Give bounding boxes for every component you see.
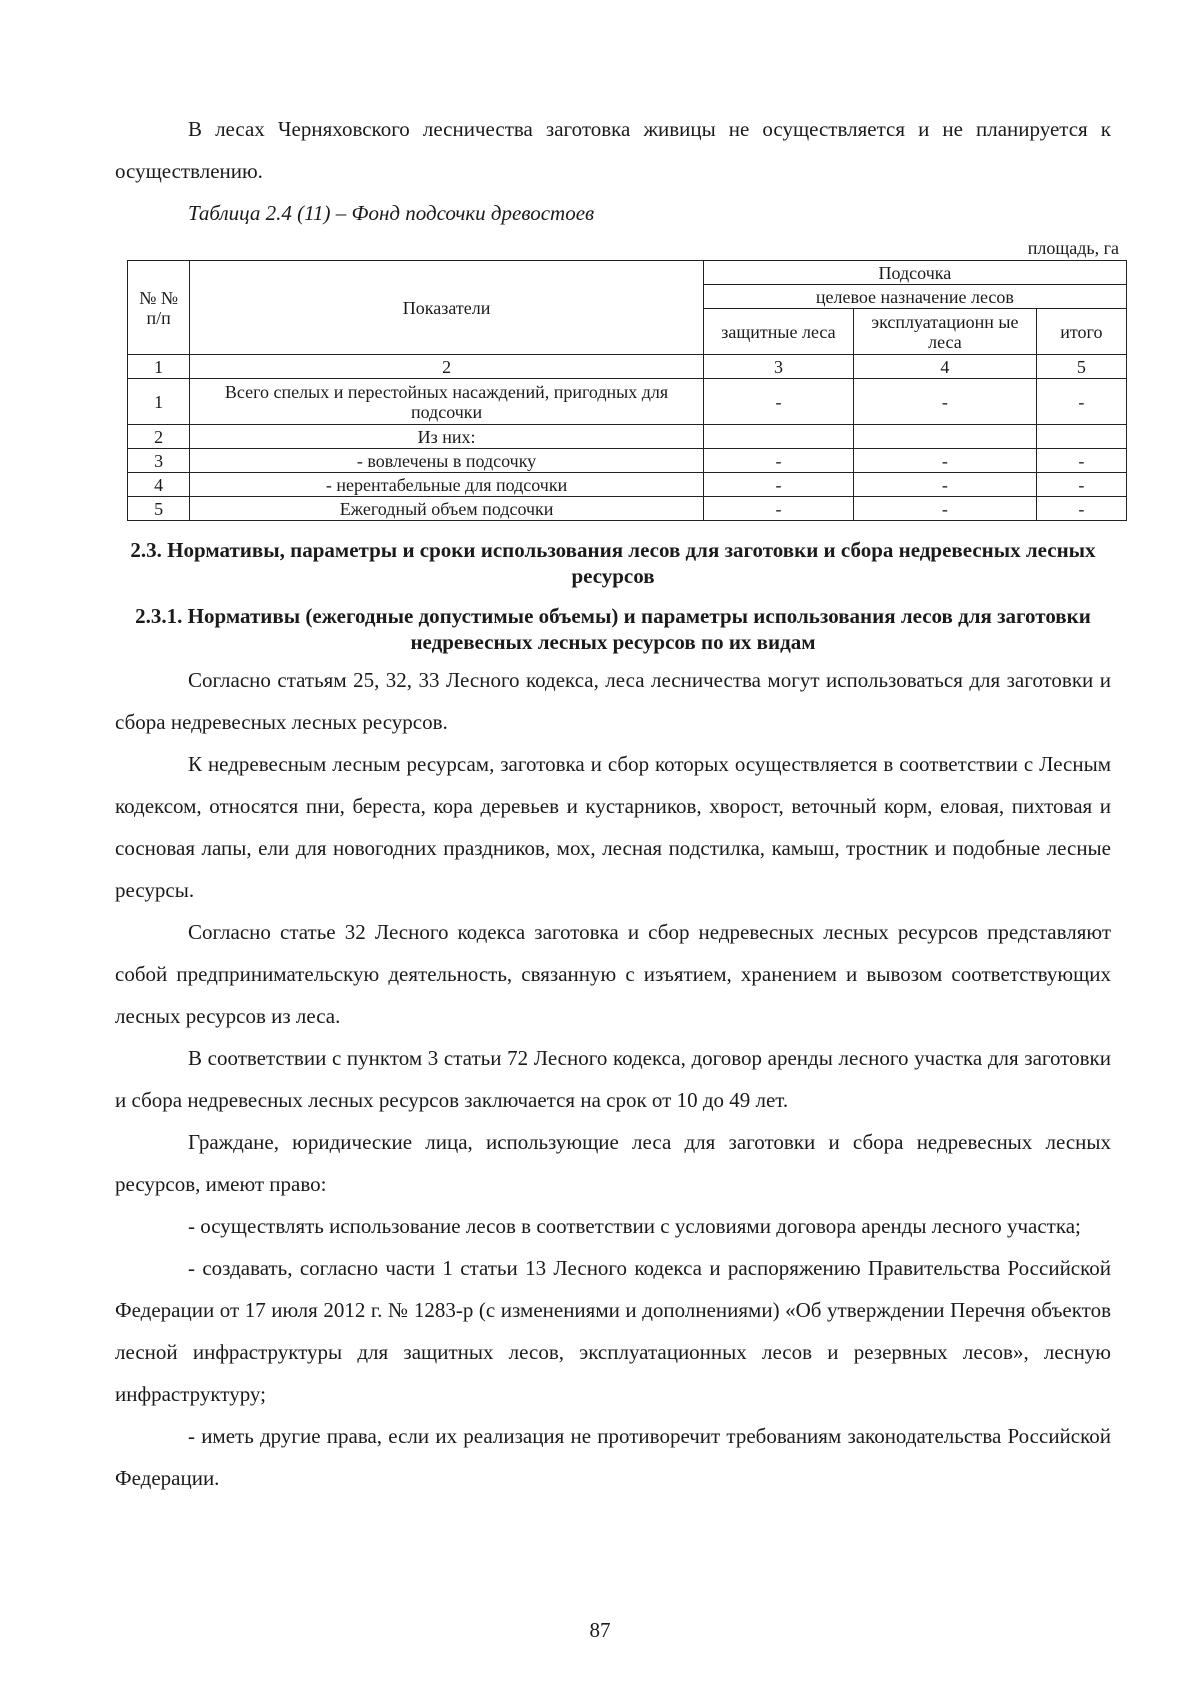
row-indicator: Ежегодный объем подсочки [190, 497, 703, 521]
row-exploitation [854, 425, 1037, 449]
list-item: - иметь другие права, если их реализация не противоречит требованиям законодательства Российской Федерации. [115, 1424, 1111, 1490]
table-row [128, 497, 1127, 521]
header-exploitation: эксплуатационн ые леса [854, 309, 1037, 355]
row-num: 3 [128, 449, 190, 473]
section-heading: 2.3. Нормативы, параметры и сроки использования лесов для заготовки и сбора недревесных лесных ресурсов [130, 538, 1096, 588]
row-exploitation: - [854, 449, 1037, 473]
row-num: 1 [128, 379, 190, 425]
body-paragraph: К недревесным лесным ресурсам, заготовка и сбор которых осуществляется в соответствии с Лесным кодексом, относятся пни, береста, кора деревьев и кустарников, хворост, веточный корм, еловая, пихтовая и сосновая лапы, ели для новогодних праздников, мох, лесная подстилка, камыш, тростник и подобные лесные ресурсы. [115, 752, 1111, 902]
row-total [1036, 425, 1126, 449]
body-paragraph: Согласно статье 32 Лесного кодекса заготовка и сбор недревесных лесных ресурсов представляют собой предпринимательскую деятельность, связанную с изъятием, хранением и вывозом соответствующих лесных ресурсов из леса. [115, 920, 1111, 1028]
header-purpose: целевое назначение лесов [703, 285, 1126, 309]
list-item: - создавать, согласно части 1 статьи 13 Лесного кодекса и распоряжению Правительства Российской Федерации от 17 июля 2012 г. № 1283-р (с изменениями и дополнениями) «Об утверждении Перечня объектов лесной инфраструктуры для защитных лесов, эксплуатационных лесов и резервных лесов», лесную инфраструктуру; [115, 1256, 1111, 1406]
row-total: - [1036, 449, 1126, 473]
header-protective: защитные леса [703, 309, 853, 355]
row-num: 4 [128, 473, 190, 497]
table-row [128, 473, 1127, 497]
table-row [128, 449, 1127, 473]
document-page [115, 108, 1119, 1499]
column-number: 3 [703, 355, 853, 379]
table-row [128, 425, 1127, 449]
row-exploitation: - [854, 473, 1037, 497]
row-protective: - [703, 379, 853, 425]
column-number: 5 [1036, 355, 1126, 379]
table-header-row [128, 261, 1127, 285]
header-num: № № п/п [128, 261, 190, 355]
row-protective [703, 425, 853, 449]
page-number: 87 [589, 1618, 611, 1642]
row-indicator: - вовлечены в подсочку [190, 449, 703, 473]
tapping-fund-table [127, 260, 1127, 521]
row-num: 5 [128, 497, 190, 521]
body-paragraph: Граждане, юридические лица, использующие леса для заготовки и сбора недревесных лесных ресурсов, имеют право: [115, 1130, 1111, 1196]
list-item: - осуществлять использование лесов в соответствии с условиями договора аренды лесного участка; [188, 1214, 1081, 1238]
header-indicators: Показатели [190, 261, 703, 355]
row-total: - [1036, 497, 1126, 521]
column-number: 1 [128, 355, 190, 379]
header-tapping: Подсочка [703, 261, 1126, 285]
table-caption: Таблица 2.4 (11) – Фонд подсочки древостоев [188, 201, 595, 225]
row-total: - [1036, 379, 1126, 425]
body-paragraph: В соответствии с пунктом 3 статьи 72 Лесного кодекса, договор аренды лесного участка для заготовки и сбора недревесных лесных ресурсов заключается на срок от 10 до 49 лет. [115, 1046, 1111, 1112]
row-indicator: Из них: [190, 425, 703, 449]
row-protective: - [703, 473, 853, 497]
table-row [128, 379, 1127, 425]
row-indicator: Всего спелых и перестойных насаждений, пригодных для подсочки [190, 379, 703, 425]
intro-paragraph: В лесах Черняховского лесничества заготовка живицы не осуществляется и не планируется к осуществлению. [115, 117, 1111, 183]
table-unit-label: площадь, га [1027, 238, 1119, 258]
row-exploitation: - [854, 497, 1037, 521]
row-num: 2 [128, 425, 190, 449]
row-protective: - [703, 497, 853, 521]
row-indicator: - нерентабельные для подсочки [190, 473, 703, 497]
body-paragraph: Согласно статьям 25, 32, 33 Лесного кодекса, леса лесничества могут использоваться для заготовки и сбора недревесных лесных ресурсов. [115, 668, 1111, 734]
row-total: - [1036, 473, 1126, 497]
row-exploitation: - [854, 379, 1037, 425]
column-number-row [128, 355, 1127, 379]
header-total: итого [1036, 309, 1126, 355]
column-number: 4 [854, 355, 1037, 379]
column-number: 2 [190, 355, 703, 379]
subsection-heading: 2.3.1. Нормативы (ежегодные допустимые объемы) и параметры использования лесов для заготовки недревесных лесных ресурсов по их видам [135, 604, 1091, 654]
row-protective: - [703, 449, 853, 473]
